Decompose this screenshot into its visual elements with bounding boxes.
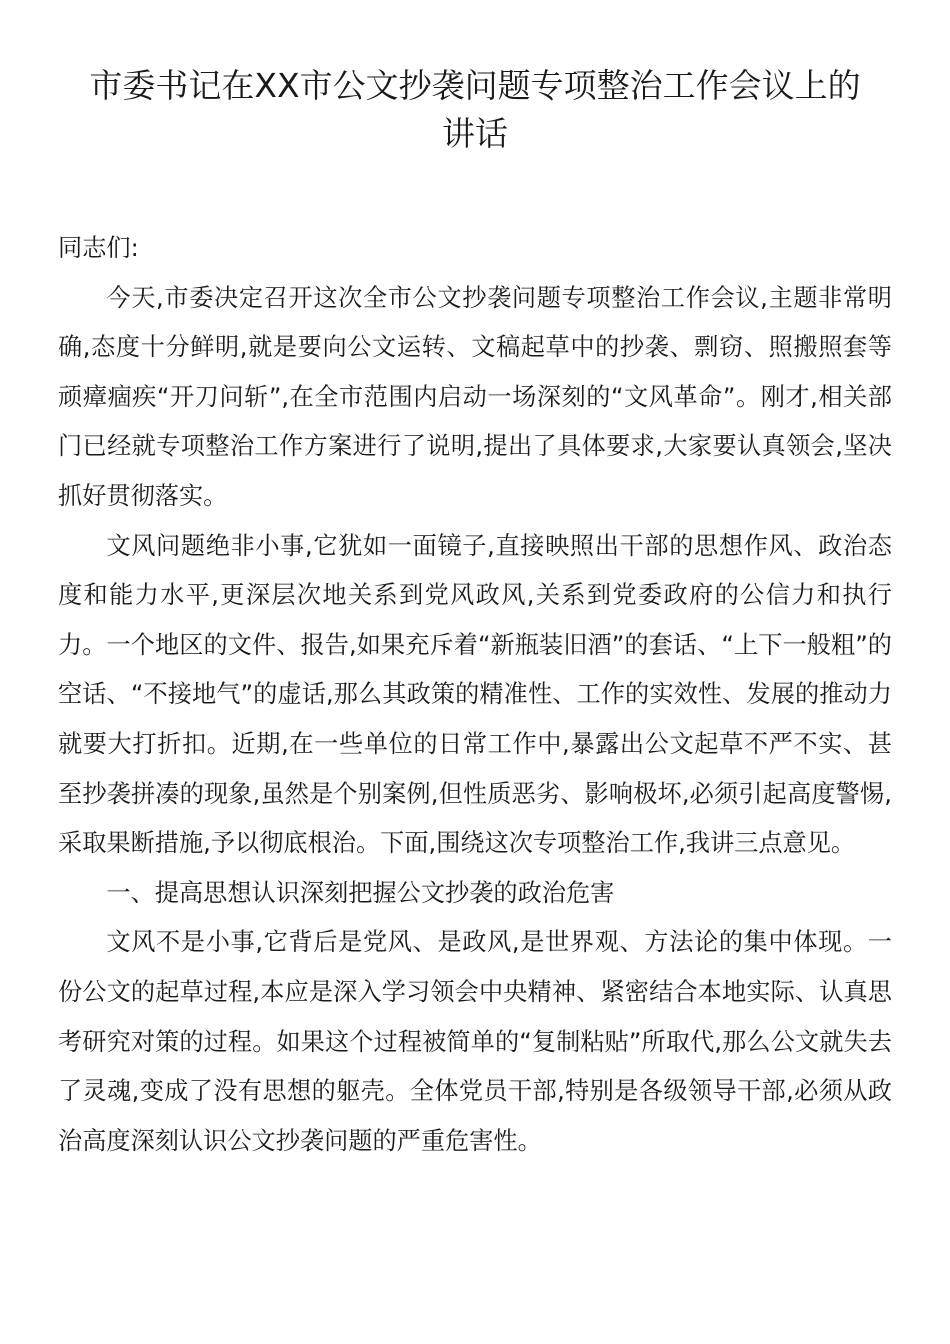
section-heading-1: 一、提高思想认识深刻把握公文抄袭的政治危害 bbox=[106, 878, 615, 907]
title-line-1: 市委书记在XX市公文抄袭问题专项整治工作会议上的 bbox=[89, 66, 861, 105]
paragraph-section-1: 文风不是小事,它背后是党风、是政风,是世界观、方法论的集中体现。一份公文的起草过程,本应是深入学习领会中央精神、紧密结合本地实际、认真思考研究对策的过程。如果这个过程被简单的“复制粘贴”所取代,那么公文就失去了灵魂,变成了没有思想的躯壳。全体党员干部,特别是各级领导干部,必须从政治高度深刻认识公文抄袭问题的严重危害性。 bbox=[58, 928, 892, 1155]
salutation: 同志们: bbox=[58, 234, 139, 262]
document-body bbox=[58, 224, 892, 1166]
paragraph-writing-style: 文风问题绝非小事,它犹如一面镜子,直接映照出干部的思想作风、政治态度和能力水平,更深层次地关系到党风政风,关系到党委政府的公信力和执行力。一个地区的文件、报告,如果充斥着“新瓶装旧酒”的套话、“上下一般粗”的空话、“不接地气”的虚话,那么其政策的精准性、工作的实效性、发展的推动力就要大打折扣。近期,在一些单位的日常工作中,暴露出公文起草不严不实、甚至抄袭拼凑的现象,虽然是个别案例,但性质恶劣、影响极坏,必须引起高度警惕,采取果断措施,予以彻底根治。下面,围绕这次专项整治工作,我讲三点意见。 bbox=[58, 531, 892, 858]
title-line-2: 讲话 bbox=[442, 114, 508, 153]
paragraph-opening: 今天,市委决定召开这次全市公文抄袭问题专项整治工作会议,主题非常明确,态度十分鲜明,就是要向公文运转、文稿起草中的抄袭、剽窃、照搬照套等顽瘴痼疾“开刀问斩”,在全市范围内启动一场深刻的“文风革命”。刚才,相关部门已经就专项整治工作方案进行了说明,提出了具体要求,大家要认真领会,坚决抓好贯彻落实。 bbox=[58, 283, 892, 510]
document-title bbox=[58, 62, 892, 158]
